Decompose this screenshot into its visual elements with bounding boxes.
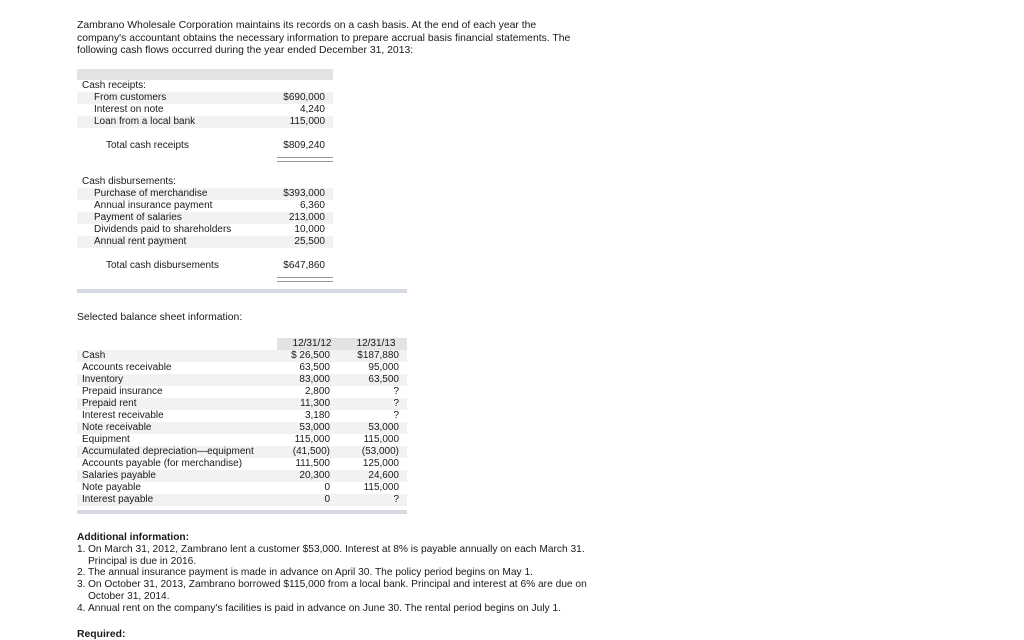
- table-row: Equipment 115,000 115,000: [82, 434, 399, 445]
- table-row: Prepaid rent 11,300 ?: [77, 398, 407, 410]
- list-item: 3. On October 31, 2013, Zambrano borrowed $115,000 from a local bank. Principal and interest at 6% are due on October 31, 2014.: [77, 579, 587, 602]
- list-item: 4. Annual rent on the company's facilities is paid in advance on June 30. The rental period begins on July 1.: [77, 602, 561, 614]
- table-row: Inventory 83,000 63,500: [77, 374, 407, 386]
- double-underline: [77, 272, 333, 284]
- balance-sheet-table: [77, 338, 407, 506]
- cash-flow-table: [77, 69, 333, 284]
- table-header-band: [77, 69, 333, 80]
- table-row: Prepaid insurance 2,800 ?: [82, 386, 399, 397]
- table-row: Interest receivable 3,180 ?: [82, 410, 399, 421]
- table-row: Note receivable 53,000 53,000: [77, 422, 407, 434]
- receipts-total-row: Total cash receipts $809,240: [106, 140, 325, 151]
- table-row: Cash $ 26,500 $187,880: [77, 350, 407, 362]
- list-item: 1. On March 31, 2012, Zambrano lent a customer $53,000. Interest at 8% is payable annually on each March 31. Principal is due in 2016.: [77, 543, 585, 567]
- disbursements-total-row: Total cash disbursements $647,860: [106, 260, 325, 271]
- table-row: Annual rent payment 25,500: [77, 236, 333, 248]
- balance-sheet-header: [77, 338, 407, 350]
- table-row: Accounts payable (for merchandise) 111,500 125,000: [82, 458, 399, 469]
- table-row: Note payable 0 115,000: [82, 482, 399, 493]
- table-row: Dividends paid to shareholders 10,000: [94, 224, 325, 235]
- double-underline: [77, 152, 333, 164]
- additional-heading: Additional information:: [77, 532, 190, 543]
- required-heading: Required:: [77, 629, 126, 640]
- table-end-band: [77, 510, 407, 514]
- balance-sheet-title: Selected balance sheet information:: [77, 312, 243, 323]
- table-row: Interest payable 0 ?: [77, 494, 407, 506]
- table-end-band: [77, 289, 407, 293]
- additional-information: [77, 532, 587, 615]
- table-row: From customers $690,000: [77, 92, 333, 104]
- table-row: Loan from a local bank 115,000: [77, 116, 333, 128]
- column-header-2012: 12/31/12: [277, 338, 347, 350]
- table-row: Accounts receivable 63,500 95,000: [82, 362, 399, 373]
- table-row: Accumulated depreciation—equipment (41,500) (53,000): [77, 446, 407, 458]
- table-row: Purchase of merchandise $393,000: [77, 188, 333, 200]
- column-header-2013: 12/31/13: [345, 338, 407, 350]
- table-row: Annual insurance payment 6,360: [94, 200, 325, 211]
- table-row: Payment of salaries 213,000: [77, 212, 333, 224]
- table-row: Salaries payable 20,300 24,600: [77, 470, 407, 482]
- receipts-heading: Cash receipts:: [82, 80, 146, 91]
- table-row: Interest on note 4,240: [94, 104, 325, 115]
- list-item: 2. The annual insurance payment is made in advance on April 30. The policy period begins on May 1.: [77, 567, 533, 579]
- intro-paragraph: Zambrano Wholesale Corporation maintains its records on a cash basis. At the end of each year the company's accountant obtains the necessary information to prepare accrual basis financial statements. The following cash flows occurred during the year ended December 31, 2013:: [77, 20, 571, 57]
- disbursements-heading: Cash disbursements:: [82, 176, 176, 187]
